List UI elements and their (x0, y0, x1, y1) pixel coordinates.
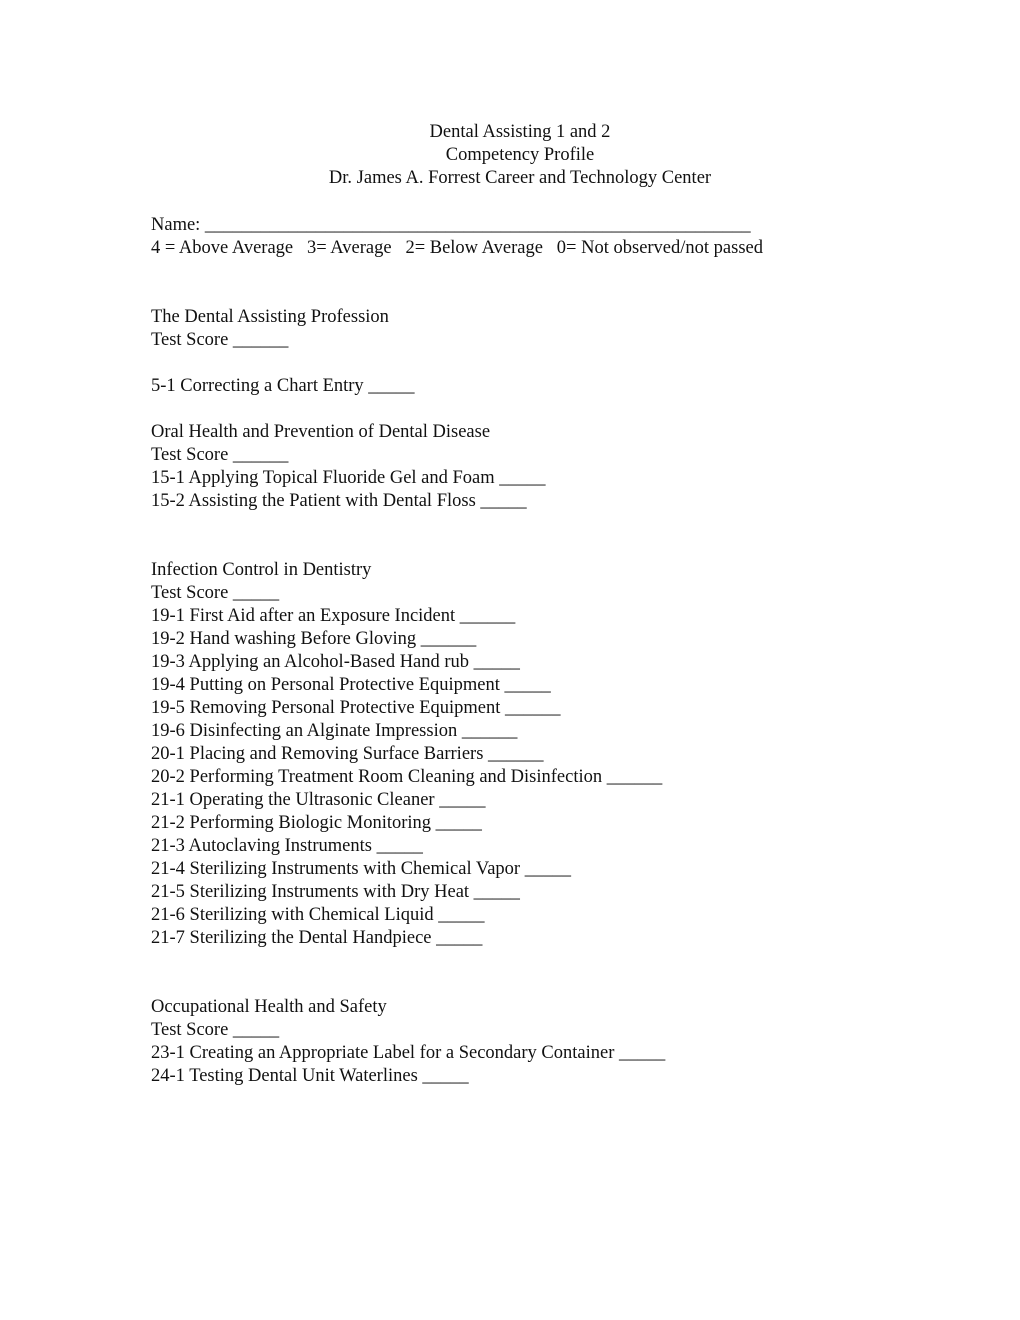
section-occupational-health (151, 996, 951, 1088)
section-title: Oral Health and Prevention of Dental Disease (151, 422, 491, 442)
competency-item: 23-1 Creating an Appropriate Label for a Secondary Container _____ (151, 1043, 666, 1063)
competency-item: 21-4 Sterilizing Instruments with Chemical Vapor _____ (151, 859, 571, 879)
competency-item: 21-5 Sterilizing Instruments with Dry Heat _____ (151, 882, 520, 902)
competency-item: 15-2 Assisting the Patient with Dental Floss _____ (151, 491, 527, 511)
profile-title: Competency Profile (445, 145, 595, 165)
competency-item: 19-1 First Aid after an Exposure Incident ______ (151, 606, 516, 626)
section-oral-health (151, 421, 951, 513)
document-header (0, 121, 1020, 190)
competency-item: 21-3 Autoclaving Instruments _____ (151, 836, 423, 856)
competency-item: 5-1 Correcting a Chart Entry _____ (151, 376, 415, 396)
section-title: Occupational Health and Safety (151, 997, 387, 1017)
competency-item: 24-1 Testing Dental Unit Waterlines _____ (151, 1066, 469, 1086)
competency-item: 19-3 Applying an Alcohol-Based Hand rub _____ (151, 652, 520, 672)
competency-item: 19-6 Disinfecting an Alginate Impression ______ (151, 721, 518, 741)
competency-item: 20-2 Performing Treatment Room Cleaning and Disinfection ______ (151, 767, 663, 787)
rating-scale: 4 = Above Average 3= Average 2= Below Average 0= Not observed/not passed (151, 238, 763, 258)
course-title: Dental Assisting 1 and 2 (429, 122, 611, 142)
competency-item: 19-5 Removing Personal Protective Equipment ______ (151, 698, 561, 718)
school-name: Dr. James A. Forrest Career and Technology Center (328, 168, 712, 188)
section-title: The Dental Assisting Profession (151, 307, 389, 327)
competency-item: 21-1 Operating the Ultrasonic Cleaner _____ (151, 790, 486, 810)
name-line: Name: ___________________________________________________________ (151, 215, 751, 235)
section-profession (151, 306, 951, 398)
competency-item: 21-7 Sterilizing the Dental Handpiece _____ (151, 928, 483, 948)
competency-item: 19-2 Hand washing Before Gloving ______ (151, 629, 477, 649)
document-body (151, 214, 951, 1088)
competency-item: 21-2 Performing Biologic Monitoring _____ (151, 813, 482, 833)
competency-item: 15-1 Applying Topical Fluoride Gel and Foam _____ (151, 468, 546, 488)
test-score-line: Test Score ______ (151, 445, 289, 465)
section-infection-control (151, 559, 951, 950)
test-score-line: Test Score ______ (151, 330, 289, 350)
section-title: Infection Control in Dentistry (151, 560, 372, 580)
test-score-line: Test Score _____ (151, 583, 280, 603)
test-score-line: Test Score _____ (151, 1020, 280, 1040)
competency-item: 20-1 Placing and Removing Surface Barriers ______ (151, 744, 544, 764)
competency-item: 21-6 Sterilizing with Chemical Liquid _____ (151, 905, 485, 925)
competency-item: 19-4 Putting on Personal Protective Equipment _____ (151, 675, 551, 695)
